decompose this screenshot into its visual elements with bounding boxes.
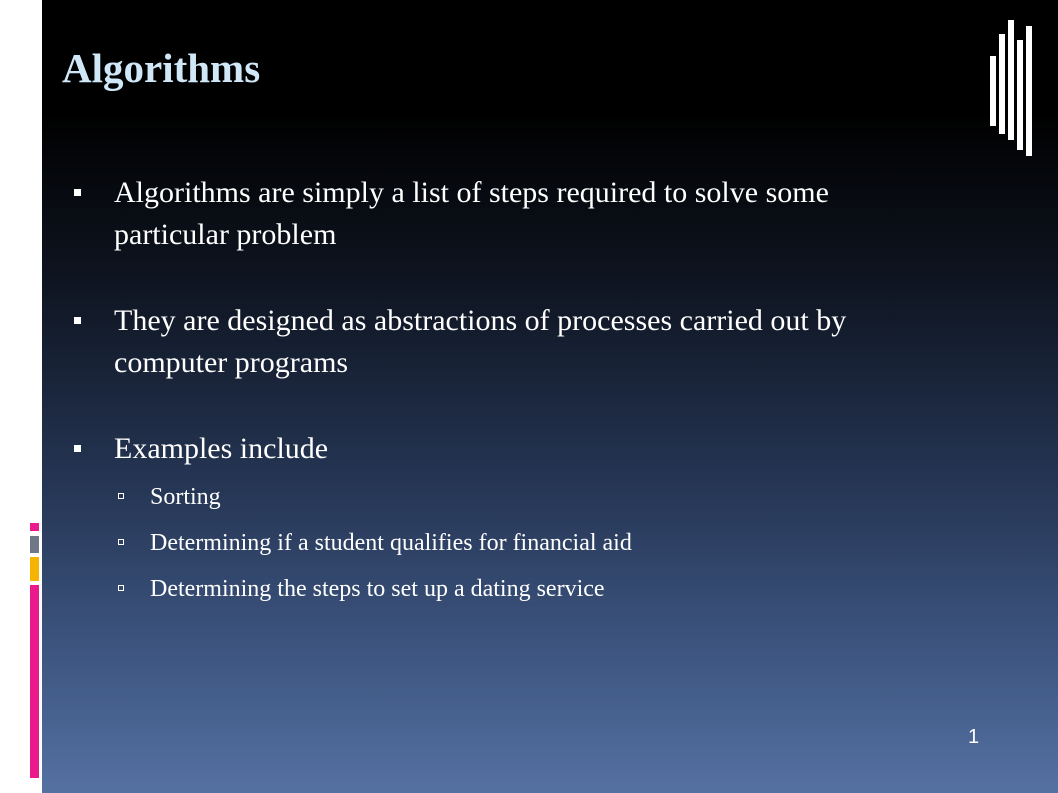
square-bullet-icon <box>74 189 81 196</box>
accent-bar-pink-top <box>30 523 39 531</box>
square-bullet-icon <box>74 445 81 452</box>
bullet-item <box>70 300 950 384</box>
bullet-text: Algorithms are simply a list of steps required to solve some particular problem <box>114 176 829 251</box>
hollow-square-bullet-icon <box>118 493 124 499</box>
sub-bullet-item <box>114 566 950 612</box>
sub-bullet-text: Determining if a student qualifies for financial aid <box>150 530 632 556</box>
sub-bullet-list <box>114 474 950 612</box>
page-number: 1 <box>968 726 980 748</box>
accent-bar-pink-bottom <box>30 585 39 778</box>
bullet-list <box>70 172 950 612</box>
accent-bar-gray <box>30 536 39 553</box>
bullet-item <box>70 428 950 612</box>
bullet-text: Examples include <box>114 432 329 465</box>
bullet-item <box>70 172 950 256</box>
hollow-square-bullet-icon <box>118 539 124 545</box>
sub-bullet-text: Determining the steps to set up a dating service <box>150 576 605 602</box>
sub-bullet-item <box>114 520 950 566</box>
sub-bullet-text: Sorting <box>150 484 221 510</box>
hollow-square-bullet-icon <box>118 585 124 591</box>
accent-bar-gold <box>30 557 39 581</box>
sub-bullet-item <box>114 474 950 520</box>
slide-title: Algorithms <box>62 45 261 91</box>
square-bullet-icon <box>74 317 81 324</box>
bullet-text: They are designed as abstractions of processes carried out by computer programs <box>114 304 847 379</box>
